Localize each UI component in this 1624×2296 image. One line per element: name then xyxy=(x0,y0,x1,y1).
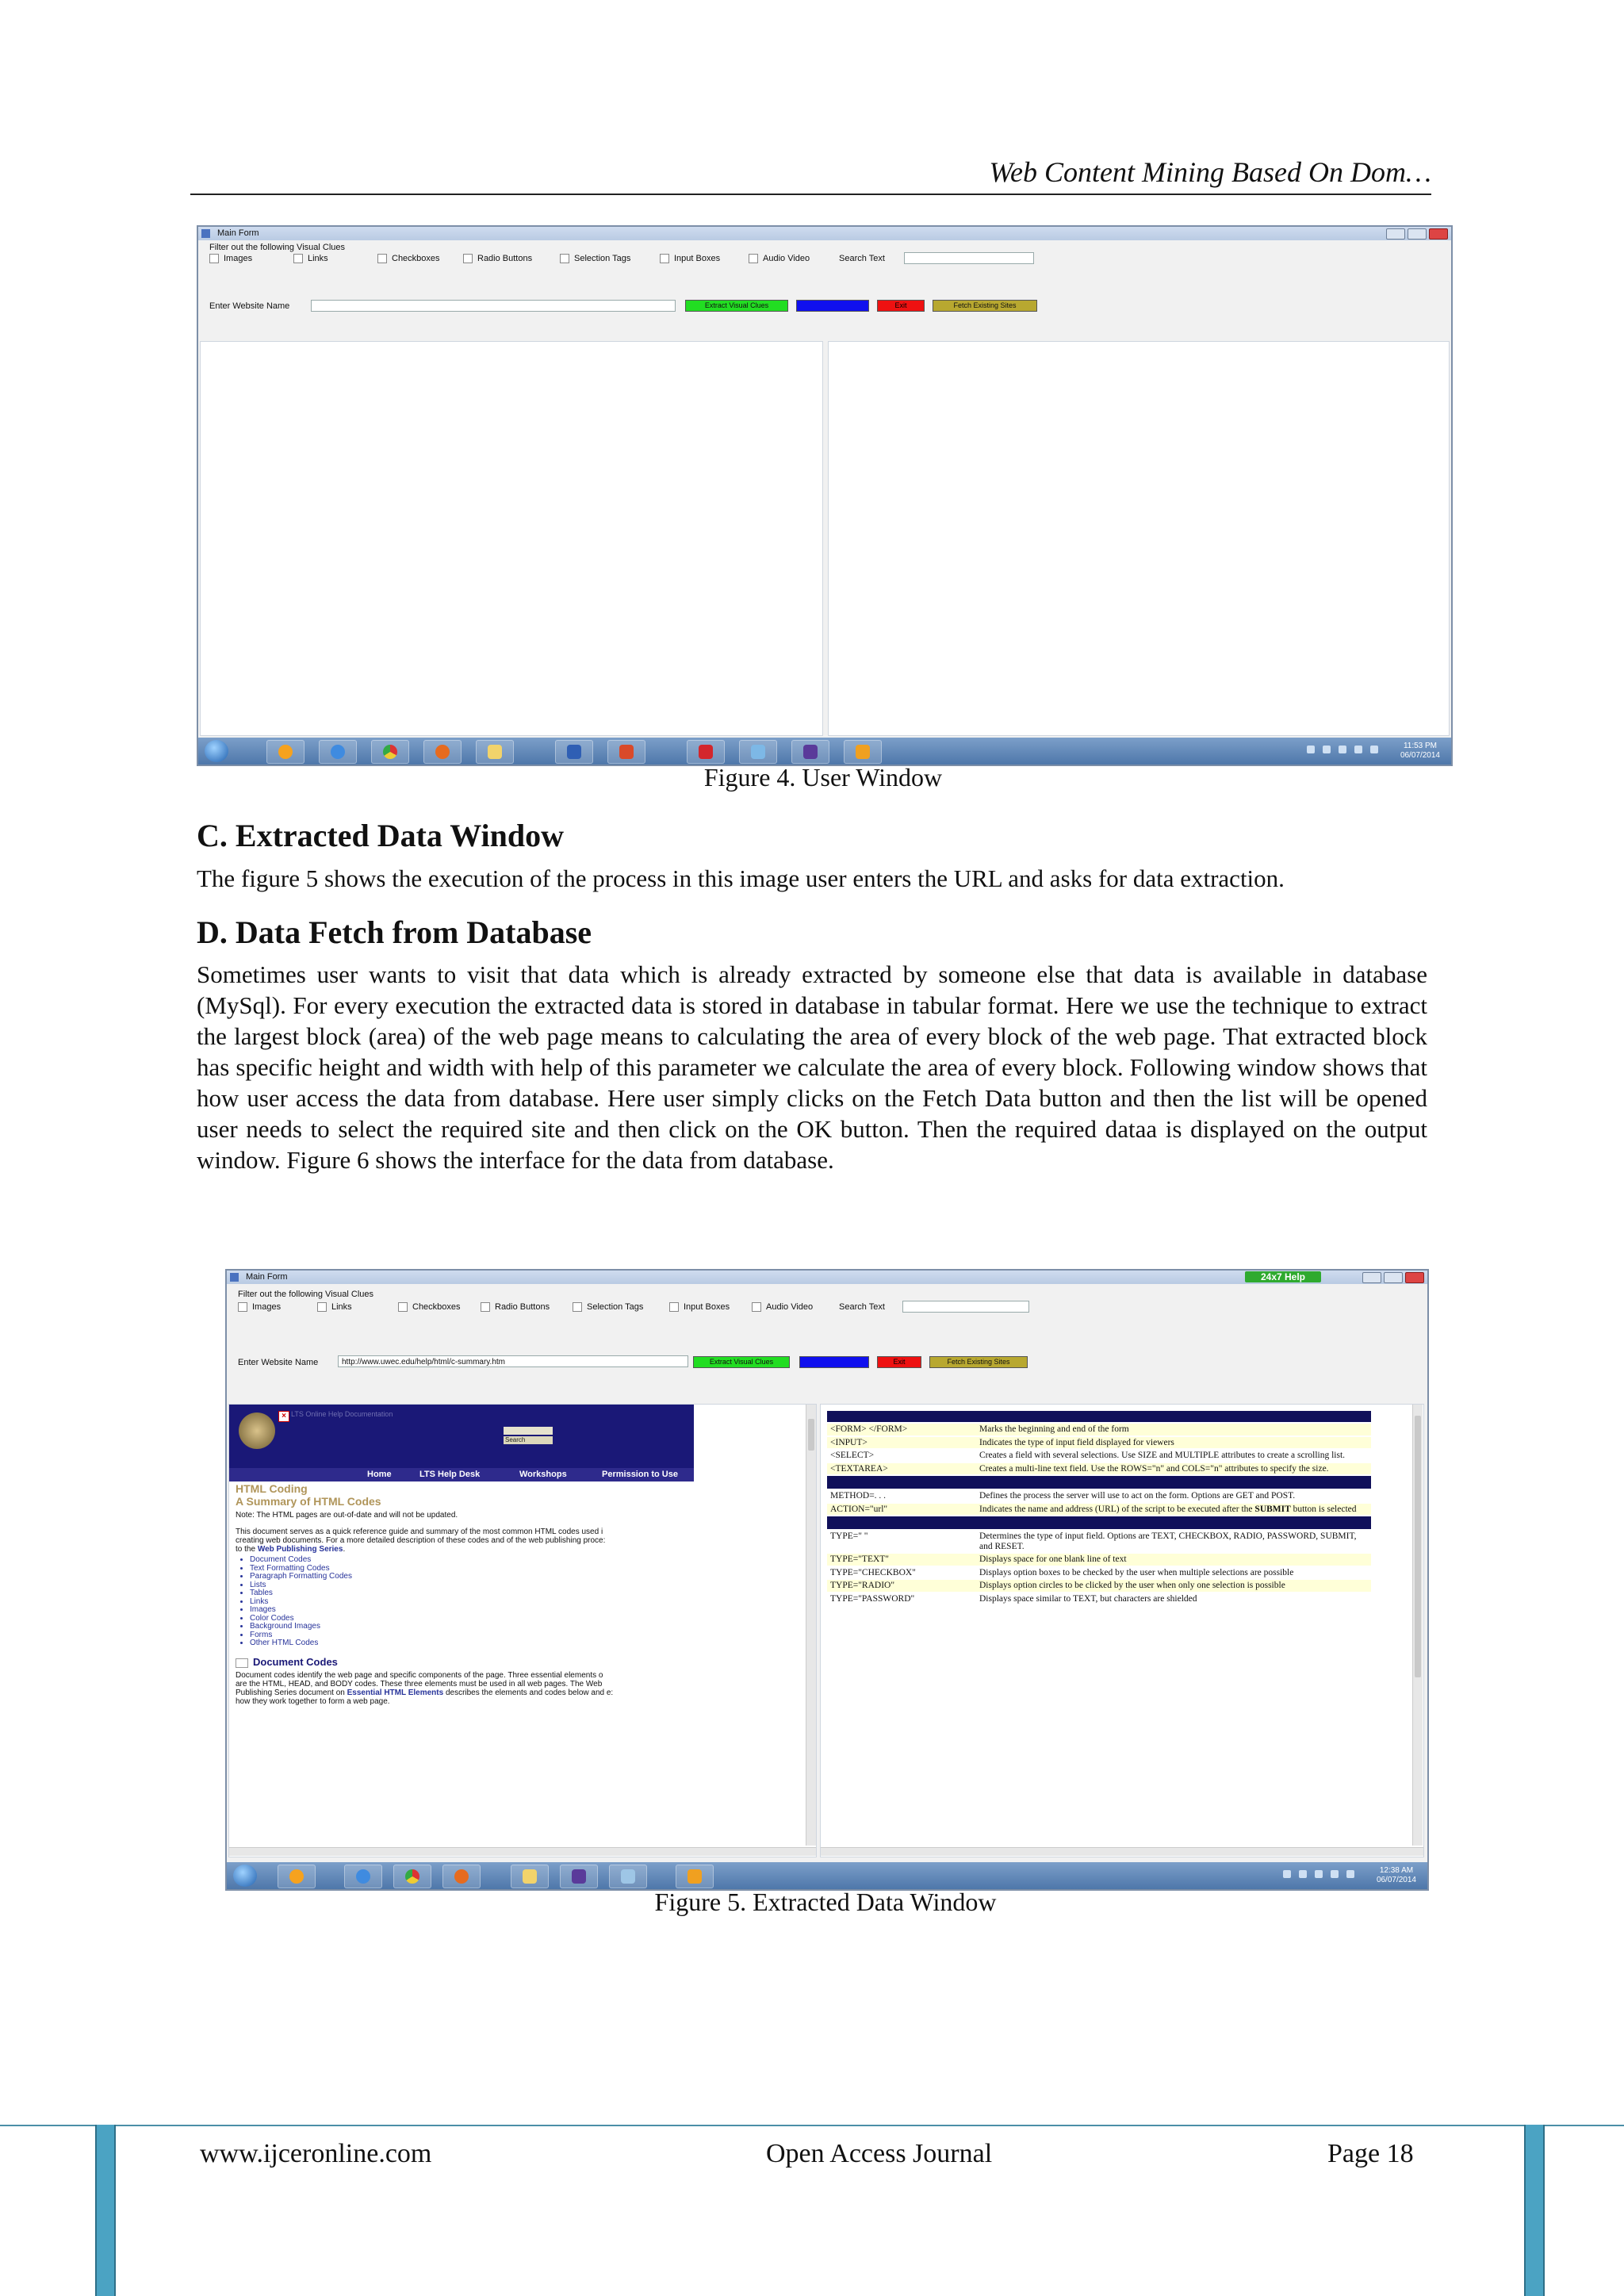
code-cell: TYPE="RADIO" xyxy=(827,1579,976,1593)
checkbox-selection-tags[interactable] xyxy=(560,254,630,263)
desc-cell: Determines the type of input field. Options are TEXT, CHECKBOX, RADIO, PASSWORD, SUBMIT, and RESET. xyxy=(976,1530,1371,1553)
section-c-text: The figure 5 shows the execution of the process in this image user enters the URL and asks for data extraction. xyxy=(197,864,1285,892)
section-line-2: are the HTML, HEAD, and BODY codes. These three elements must be used in all web pages. The Web xyxy=(236,1679,603,1688)
code-cell: ACTION="url" xyxy=(827,1503,976,1516)
intro-text: . xyxy=(343,1545,346,1554)
extract-visual-clues-button[interactable]: Extract Visual Clues xyxy=(685,300,788,312)
left-output-panel[interactable] xyxy=(200,341,823,736)
table-header-row xyxy=(827,1411,1371,1423)
document-icon xyxy=(236,1658,248,1668)
table-band-row xyxy=(827,1516,1371,1530)
desc-cell: Creates a field with several selections. Use SIZE and MULTIPLE attributes to create a scrolling list. xyxy=(976,1449,1371,1462)
toc-list xyxy=(250,1556,806,1648)
desc-cell: Creates a multi-line text field. Use the ROWS="n" and COLS="n" attributes to specify the size. xyxy=(976,1462,1371,1476)
table-row xyxy=(827,1489,1371,1503)
desc-bold: SUBMIT xyxy=(1254,1504,1291,1514)
desc-text: button is selected xyxy=(1290,1504,1357,1514)
site-nav xyxy=(229,1468,694,1481)
fetch-existing-sites-button[interactable]: Fetch Existing Sites xyxy=(933,300,1037,312)
exit-button[interactable]: Exit xyxy=(877,1356,921,1368)
left-horizontal-scrollbar[interactable] xyxy=(229,1847,816,1856)
toc-link[interactable]: • Text Formatting Codes xyxy=(250,1565,806,1573)
code-cell: <FORM> </FORM> xyxy=(827,1423,976,1436)
tray-date: 06/07/2014 xyxy=(1376,1876,1416,1884)
firefox-icon[interactable] xyxy=(423,740,462,764)
checkbox-label: Selection Tags xyxy=(587,1302,644,1312)
page-subtitle: A Summary of HTML Codes xyxy=(236,1495,381,1508)
tray-clock[interactable] xyxy=(1377,1866,1416,1885)
checkbox-links[interactable] xyxy=(293,254,328,263)
checkbox-images[interactable] xyxy=(238,1302,281,1312)
close-icon[interactable] xyxy=(1405,1272,1424,1283)
figure5-window xyxy=(225,1269,1429,1891)
checkbox-label: Images xyxy=(252,1302,282,1312)
checkbox-label: Input Boxes xyxy=(674,254,721,263)
maximize-icon[interactable] xyxy=(1384,1272,1403,1283)
checkbox-audio-video[interactable] xyxy=(749,254,810,263)
search-label: Search Text xyxy=(839,254,885,263)
intro-line-1: This document serves as a quick reference guide and summary of the most common HTML codes used i xyxy=(236,1527,603,1536)
figure5-caption: Figure 5. Extracted Data Window xyxy=(654,1888,997,1916)
website-input[interactable]: http://www.uwec.edu/help/html/c-summary.htm xyxy=(338,1355,688,1367)
toc-link[interactable]: • Lists xyxy=(250,1581,806,1590)
firefox-icon[interactable] xyxy=(442,1865,481,1888)
desc-cell: Marks the beginning and end of the form xyxy=(976,1423,1371,1436)
intro-line-2: creating web documents. For a more detailed description of these codes and of the web publishing proce: xyxy=(236,1536,606,1545)
section-line-4: how they work together to form a web page. xyxy=(236,1696,390,1706)
table-band-row xyxy=(827,1475,1371,1489)
checkbox-selection-tags[interactable] xyxy=(573,1302,643,1312)
table-row xyxy=(827,1462,1371,1476)
tray-clock[interactable] xyxy=(1400,742,1440,761)
checkbox-label: Images xyxy=(224,254,253,263)
tray-date: 06/07/2014 xyxy=(1400,751,1440,760)
section-line-3 xyxy=(236,1688,806,1697)
site-search-button[interactable]: Search xyxy=(504,1436,553,1444)
university-seal-icon xyxy=(239,1412,275,1449)
table-row xyxy=(827,1503,1371,1516)
broken-image-icon: × xyxy=(278,1411,289,1422)
internet-explorer-icon[interactable] xyxy=(319,740,357,764)
page-note: Note: The HTML pages are out-of-date and will not be updated. xyxy=(236,1511,458,1520)
checkbox-input-boxes[interactable] xyxy=(660,254,720,263)
word-icon[interactable] xyxy=(555,740,593,764)
toc-link[interactable]: • Other HTML Codes xyxy=(250,1639,806,1648)
checkbox-label: Links xyxy=(331,1302,352,1312)
checkbox-label: Radio Buttons xyxy=(477,254,533,263)
checkbox-radio-buttons[interactable] xyxy=(481,1302,550,1312)
extracted-table xyxy=(827,1411,1371,1606)
fetch-existing-sites-button[interactable]: Fetch Existing Sites xyxy=(929,1356,1028,1368)
running-head-text: Web Content Mining Based On Dom… xyxy=(989,156,1431,188)
desc-cell: Displays space for one blank line of text xyxy=(976,1553,1371,1566)
window-title: Main Form xyxy=(246,1272,288,1282)
toc-link[interactable]: • Document Codes xyxy=(250,1556,806,1565)
window-controls xyxy=(1386,228,1448,240)
app-icon xyxy=(201,229,210,238)
toc-link[interactable]: • Forms xyxy=(250,1631,806,1640)
website-input[interactable] xyxy=(311,300,676,312)
visual-studio-icon[interactable] xyxy=(560,1865,598,1888)
blue-button[interactable] xyxy=(796,300,869,312)
code-cell: TYPE="PASSWORD" xyxy=(827,1593,976,1606)
taskbar xyxy=(227,1862,1427,1889)
footer-journal: Open Access Journal xyxy=(766,2139,993,2168)
checkbox-label: Selection Tags xyxy=(574,254,631,263)
editor-icon[interactable] xyxy=(739,740,777,764)
essential-elements-link[interactable]: Essential HTML Elements xyxy=(347,1688,444,1697)
footer-website: www.ijceronline.com xyxy=(200,2139,432,2168)
system-tray-icons xyxy=(1283,1870,1354,1878)
right-vertical-scrollbar[interactable] xyxy=(1412,1405,1423,1846)
table-row xyxy=(827,1566,1371,1580)
window-title: Main Form xyxy=(217,228,259,238)
toc-link[interactable]: • Paragraph Formatting Codes xyxy=(250,1573,806,1581)
section-heading-row xyxy=(236,1655,806,1668)
checkbox-label: Audio Video xyxy=(766,1302,814,1312)
code-cell: TYPE="TEXT" xyxy=(827,1553,976,1566)
paint-icon[interactable] xyxy=(609,1865,647,1888)
checkbox-label: Links xyxy=(308,254,328,263)
start-button-icon[interactable] xyxy=(233,1865,257,1887)
app-window-icon[interactable] xyxy=(844,740,882,764)
web-page-panel[interactable] xyxy=(228,1404,817,1857)
desc-cell xyxy=(976,1503,1371,1516)
footer-page-number: Page 18 xyxy=(1327,2139,1414,2168)
table-row xyxy=(827,1530,1371,1553)
figure4-caption: Figure 4. User Window xyxy=(703,763,943,792)
website-label: Enter Website Name xyxy=(209,301,290,311)
table-row xyxy=(827,1553,1371,1566)
left-vertical-scrollbar[interactable] xyxy=(806,1405,816,1846)
lts-header xyxy=(229,1405,694,1468)
scroll-thumb[interactable] xyxy=(1415,1416,1421,1677)
checkbox-radio-buttons[interactable] xyxy=(463,254,532,263)
checkbox-label: Checkboxes xyxy=(392,254,440,263)
filter-label: Filter out the following Visual Clues xyxy=(209,243,345,252)
toc-link[interactable]: • Tables xyxy=(250,1589,806,1598)
table-row xyxy=(827,1423,1371,1436)
help-button[interactable]: 24x7 Help xyxy=(1245,1271,1321,1282)
exit-button[interactable]: Exit xyxy=(877,300,925,312)
right-horizontal-scrollbar[interactable] xyxy=(821,1847,1423,1856)
web-publishing-series-link[interactable]: Web Publishing Series xyxy=(257,1545,343,1554)
minimize-icon[interactable] xyxy=(1386,228,1405,240)
checkbox-label: Input Boxes xyxy=(684,1302,730,1312)
chrome-icon[interactable] xyxy=(371,740,409,764)
footer-right-bar xyxy=(1524,2125,1545,2296)
running-head xyxy=(190,155,1431,195)
checkbox-checkboxes[interactable] xyxy=(377,254,440,263)
maximize-icon[interactable] xyxy=(1408,228,1427,240)
table-row xyxy=(827,1449,1371,1462)
checkbox-input-boxes[interactable] xyxy=(669,1302,730,1312)
window-controls xyxy=(1362,1272,1424,1283)
figure4-window xyxy=(197,225,1453,766)
checkbox-label: Checkboxes xyxy=(412,1302,461,1312)
start-button-icon[interactable] xyxy=(205,740,228,762)
desc-cell: Defines the process the server will use to act on the form. Options are GET and POST. xyxy=(976,1489,1371,1503)
desc-cell: Displays option boxes to be checked by the user when multiple selections are possible xyxy=(976,1566,1371,1580)
media-player-icon[interactable] xyxy=(278,1865,316,1888)
app-icon xyxy=(230,1273,239,1282)
section-heading: Document Codes xyxy=(253,1655,338,1668)
visual-studio-icon[interactable] xyxy=(791,740,829,764)
desc-text: Indicates the name and address (URL) of the script to be executed after the xyxy=(979,1504,1255,1514)
chrome-icon[interactable] xyxy=(393,1865,431,1888)
intro-text: to the xyxy=(236,1545,258,1554)
toc-link[interactable]: • Background Images xyxy=(250,1623,806,1631)
app-window-icon[interactable] xyxy=(676,1865,714,1888)
nav-help-desk[interactable]: LTS Help Desk xyxy=(419,1470,481,1479)
checkbox-label: Audio Video xyxy=(763,254,810,263)
section-line-1: Document codes identify the web page and specific components of the page. Three essential elements o xyxy=(236,1670,603,1680)
header-image-alt: LTS Online Help Documentation xyxy=(291,1410,393,1418)
toc-link[interactable]: • Links xyxy=(250,1598,806,1607)
desc-cell: Displays option circles to be clicked by the user when only one selection is possible xyxy=(976,1579,1371,1593)
code-cell: <SELECT> xyxy=(827,1449,976,1462)
section-d-heading: D. Data Fetch from Database xyxy=(197,914,592,950)
page-title: HTML Coding xyxy=(236,1482,308,1495)
extract-visual-clues-button[interactable]: Extract Visual Clues xyxy=(693,1356,790,1368)
extracted-data-panel[interactable] xyxy=(820,1404,1424,1857)
code-cell: METHOD=. . . xyxy=(827,1489,976,1503)
presentation-icon[interactable] xyxy=(687,740,725,764)
section-c-heading: C. Extracted Data Window xyxy=(197,818,564,853)
nav-permission[interactable]: Permission to Use xyxy=(602,1470,678,1479)
checkbox-images[interactable] xyxy=(209,254,252,263)
footer-left-bar xyxy=(95,2125,116,2296)
section-text: describes the elements and codes below and e: xyxy=(443,1688,614,1697)
code-cell: <TEXTAREA> xyxy=(827,1462,976,1476)
checkbox-audio-video[interactable] xyxy=(752,1302,813,1312)
nav-workshops[interactable]: Workshops xyxy=(519,1470,567,1479)
page-content xyxy=(236,1482,806,1706)
table-row xyxy=(827,1579,1371,1593)
table-row xyxy=(827,1593,1371,1606)
search-input[interactable] xyxy=(902,1301,1029,1313)
code-cell: <INPUT> xyxy=(827,1436,976,1450)
website-label: Enter Website Name xyxy=(238,1358,319,1367)
checkbox-label: Radio Buttons xyxy=(495,1302,550,1312)
figure4-titlebar xyxy=(198,227,1451,240)
footer-rule xyxy=(0,2125,1624,2126)
search-input[interactable] xyxy=(904,252,1034,264)
intro-line-3 xyxy=(236,1545,806,1554)
tray-time: 12:38 AM xyxy=(1379,1866,1414,1875)
converter-icon[interactable] xyxy=(607,740,645,764)
checkbox-checkboxes[interactable] xyxy=(398,1302,461,1312)
taskbar xyxy=(198,738,1451,765)
filter-label: Filter out the following Visual Clues xyxy=(238,1290,373,1299)
system-tray-icons xyxy=(1307,746,1378,753)
right-output-panel[interactable] xyxy=(828,341,1450,736)
section-d-text: Sometimes user wants to visit that data which is already extracted by someone else that data is available in database (MySql). For every execution the extracted data is stored in database in tabular format. Here we use the technique to extract the largest block (area) of the web page means to calculating the area of every block of the web page. That extracted block has specific height and width with help of this parameter we calculate the area of every block. Following window shows that how user access the data from database. Here user simply clicks on the Fetch Data button and then the list will be opened user needs to select the required site and then click on the OK button. Then the required dataa is displayed on the output window. Figure 6 shows the interface for the data from database. xyxy=(197,960,1427,1174)
desc-cell: Indicates the type of input field displayed for viewers xyxy=(976,1436,1371,1450)
figure5-titlebar xyxy=(227,1271,1427,1284)
folder-icon[interactable] xyxy=(476,740,514,764)
blue-button[interactable] xyxy=(799,1356,869,1368)
code-cell: TYPE=" " xyxy=(827,1530,976,1553)
checkbox-links[interactable] xyxy=(317,1302,352,1312)
scroll-thumb[interactable] xyxy=(808,1419,814,1451)
desc-cell: Displays space similar to TEXT, but characters are shielded xyxy=(976,1593,1371,1606)
close-icon[interactable] xyxy=(1429,228,1448,240)
nav-home[interactable]: Home xyxy=(367,1470,392,1479)
minimize-icon[interactable] xyxy=(1362,1272,1381,1283)
table-row xyxy=(827,1436,1371,1450)
internet-explorer-icon[interactable] xyxy=(344,1865,382,1888)
section-text: Publishing Series document on xyxy=(236,1688,347,1697)
tray-time: 11:53 PM xyxy=(1403,742,1437,750)
folder-icon[interactable] xyxy=(511,1865,549,1888)
code-cell: TYPE="CHECKBOX" xyxy=(827,1566,976,1580)
media-player-icon[interactable] xyxy=(266,740,304,764)
site-search-input[interactable] xyxy=(504,1427,553,1435)
toc-link[interactable]: • Color Codes xyxy=(250,1615,806,1623)
toc-link[interactable]: • Images xyxy=(250,1606,806,1615)
search-label: Search Text xyxy=(839,1302,885,1312)
